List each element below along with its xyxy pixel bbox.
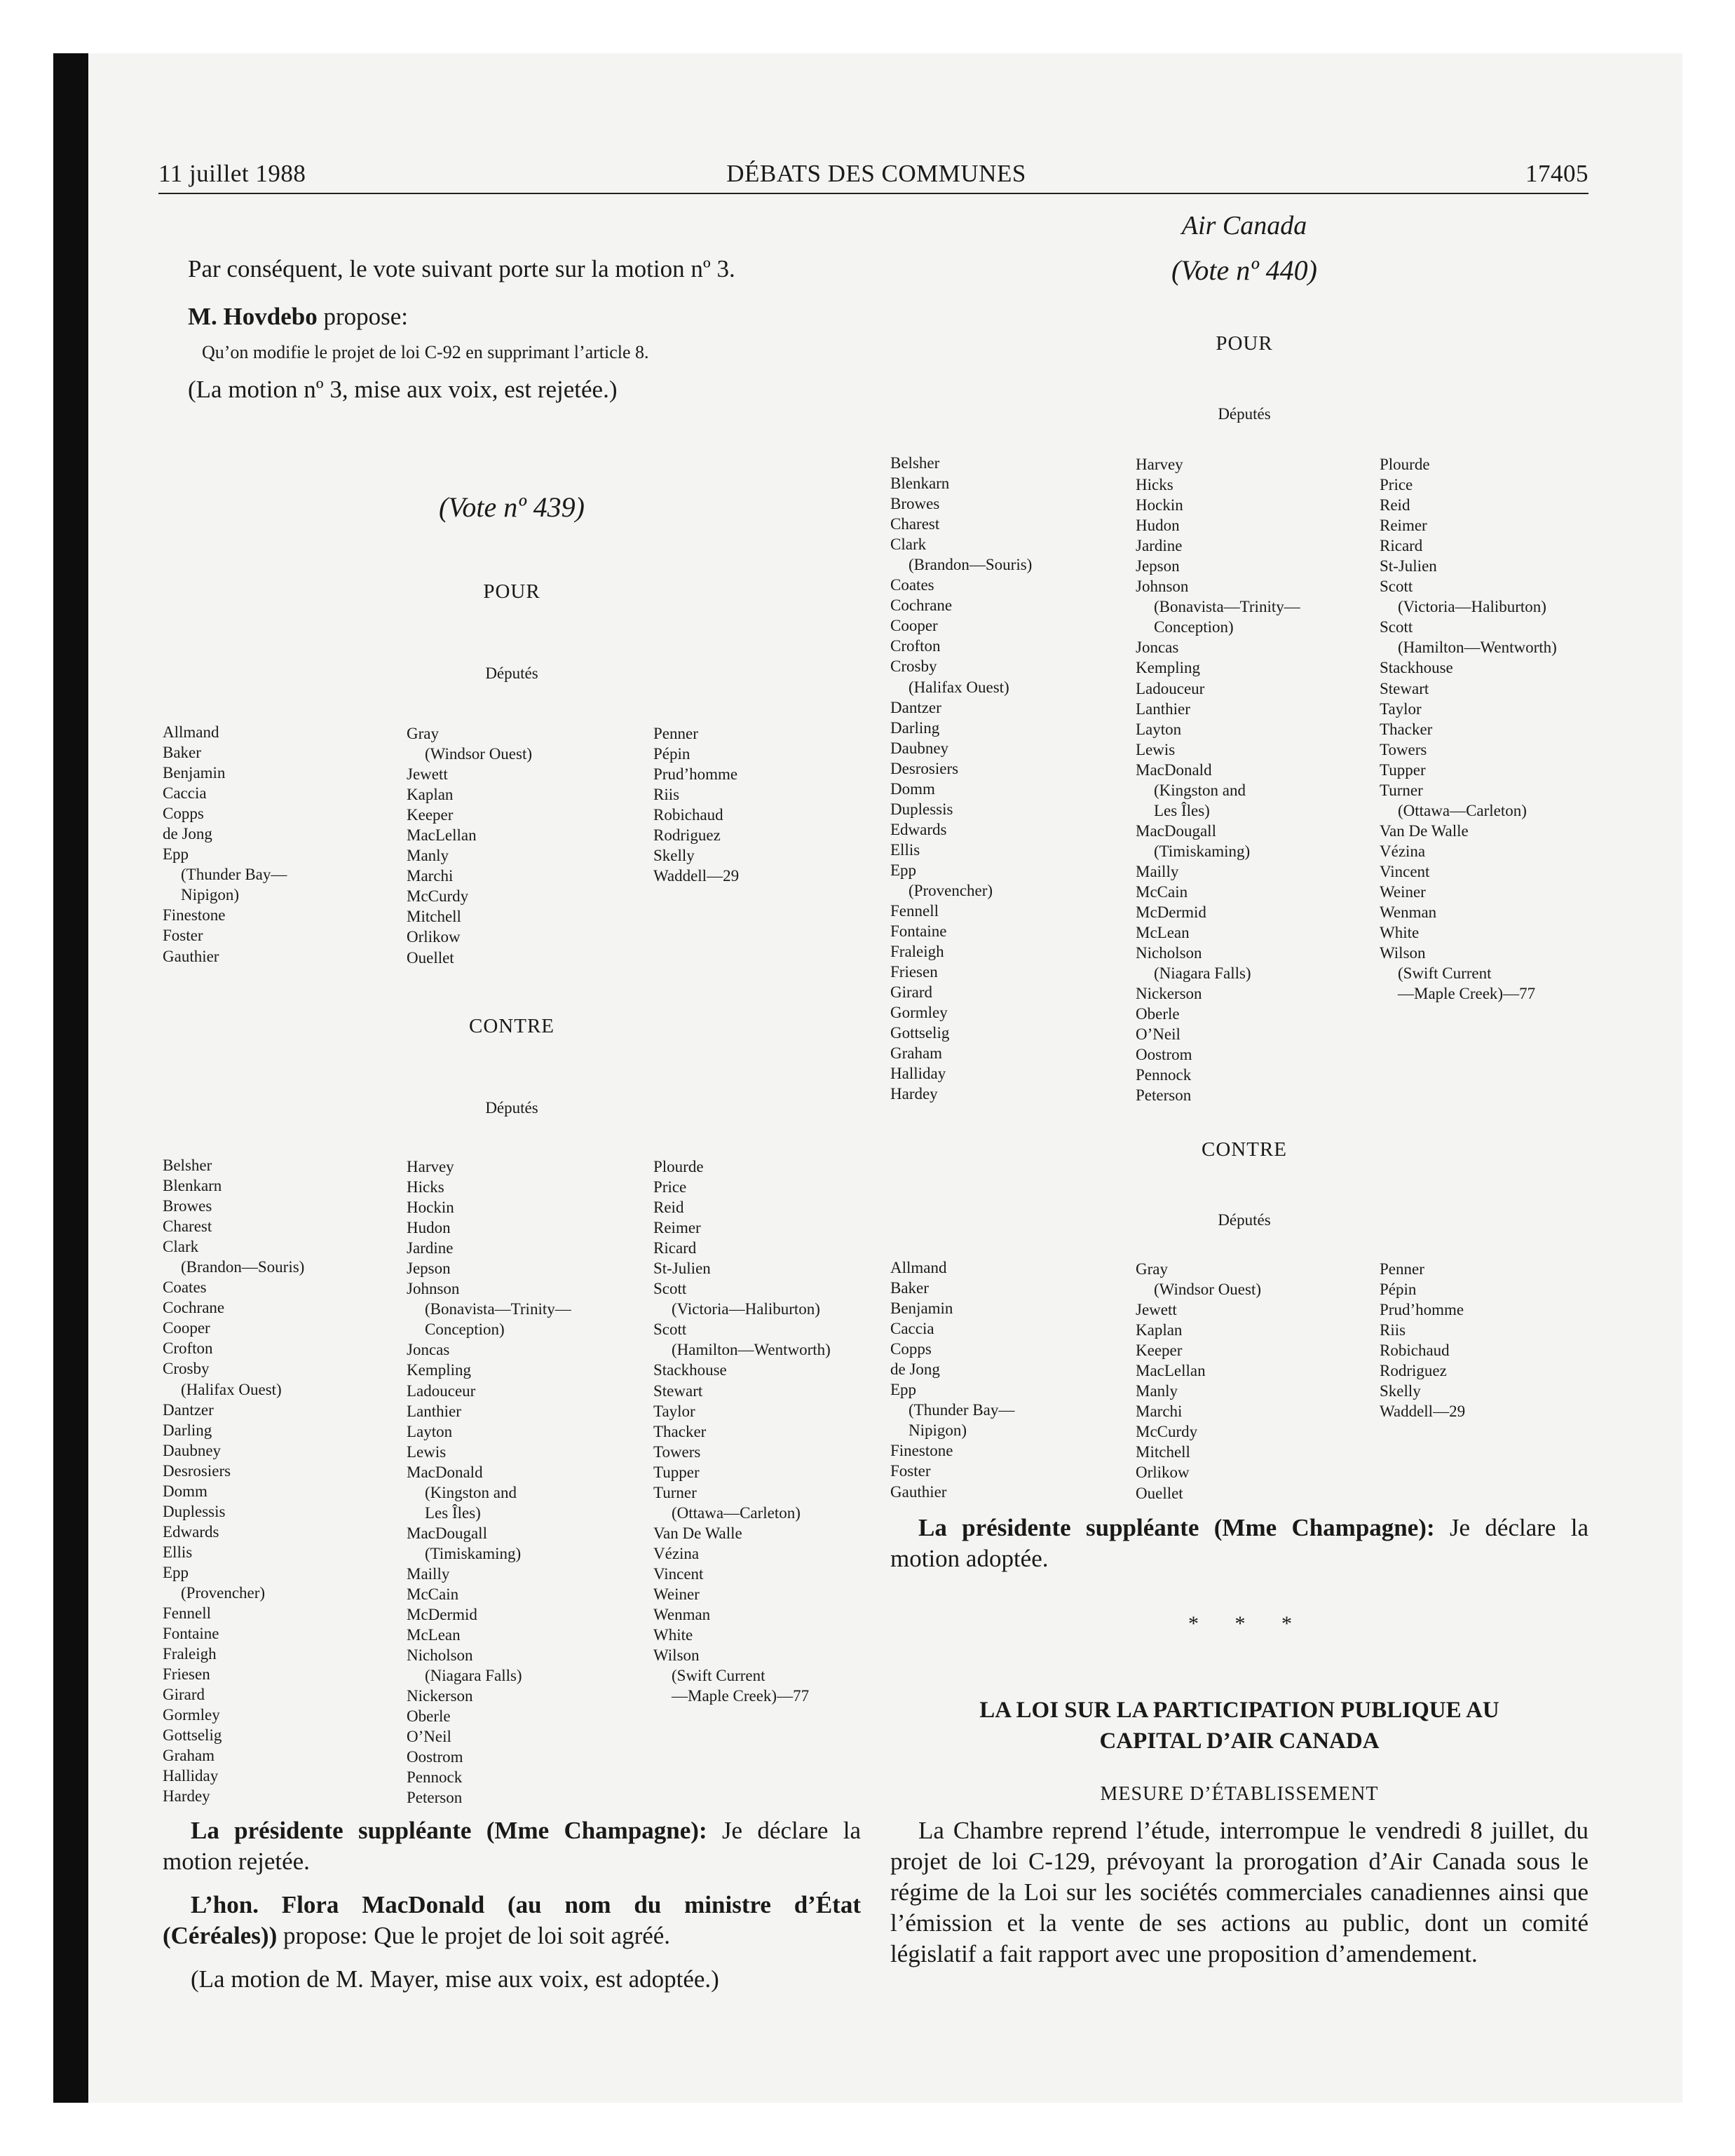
member: Reid bbox=[1380, 496, 1410, 514]
member: Johnson bbox=[407, 1280, 460, 1298]
member-riding: (Provencher) bbox=[181, 1583, 266, 1602]
member: Gray bbox=[1136, 1260, 1168, 1278]
member: Girard bbox=[890, 983, 933, 1002]
member: Price bbox=[1380, 476, 1413, 494]
member: Kempling bbox=[1136, 659, 1200, 677]
member: MacDonald bbox=[1136, 760, 1212, 779]
member: Crosby bbox=[890, 657, 937, 676]
vote-440-contre-col1 bbox=[890, 1257, 1014, 1502]
member: Friesen bbox=[163, 1665, 210, 1684]
member: Ricard bbox=[1380, 537, 1423, 555]
member: Benjamin bbox=[163, 764, 226, 782]
member: de Jong bbox=[890, 1360, 940, 1379]
member: Darling bbox=[890, 718, 940, 737]
member: Finestone bbox=[163, 906, 226, 925]
mesure-label: MESURE D’ÉTABLISSEMENT bbox=[1100, 1783, 1379, 1805]
speaker-statement: Je déclare la motion adoptée. bbox=[890, 1514, 1588, 1572]
member: Layton bbox=[1136, 720, 1182, 738]
member: Fennell bbox=[163, 1604, 211, 1623]
motion-result: (La motion nº 3, mise aux voix, est rejetée.) bbox=[188, 376, 618, 403]
vote-440-pour-col1 bbox=[890, 453, 1032, 1105]
member: Jardine bbox=[1136, 537, 1183, 555]
intro-paragraph: Par conséquent, le vote suivant porte sur la motion nº 3. bbox=[188, 255, 735, 282]
member-riding: Conception) bbox=[425, 1321, 505, 1339]
member: Halliday bbox=[163, 1767, 219, 1785]
member: Vincent bbox=[653, 1564, 704, 1583]
member: Peterson bbox=[407, 1789, 463, 1807]
member: Rodriguez bbox=[1380, 1362, 1447, 1380]
member: Blenkarn bbox=[890, 475, 950, 493]
member: Mailly bbox=[1136, 862, 1179, 880]
speaker-name: La présidente suppléante (Mme Champagne): bbox=[191, 1817, 707, 1844]
member: Peterson bbox=[1136, 1086, 1192, 1105]
member: Lewis bbox=[407, 1442, 447, 1461]
member-riding: (Thunder Bay— bbox=[909, 1401, 1015, 1419]
member: Ladouceur bbox=[1136, 679, 1205, 697]
member: Crofton bbox=[890, 637, 941, 655]
member: Oostrom bbox=[407, 1748, 463, 1766]
member: Gray bbox=[407, 725, 439, 742]
member: MacLellan bbox=[1136, 1362, 1206, 1380]
member: Riis bbox=[653, 786, 680, 804]
vote-440-contre-col3 bbox=[1380, 1259, 1465, 1421]
member: Prud’homme bbox=[1380, 1301, 1464, 1319]
member-riding: (Halifax Ouest) bbox=[181, 1380, 282, 1398]
member: MacLellan bbox=[407, 826, 477, 845]
speaker-statement: Je déclare la motion rejetée. bbox=[163, 1817, 861, 1875]
member: MacDougall bbox=[1136, 821, 1216, 840]
member: Taylor bbox=[653, 1402, 695, 1420]
member: Charest bbox=[163, 1217, 212, 1236]
member: Harvey bbox=[407, 1158, 454, 1175]
member: Scott bbox=[1380, 618, 1413, 636]
member: Marchi bbox=[1136, 1403, 1183, 1421]
member-riding: (Brandon—Souris) bbox=[181, 1258, 305, 1276]
member: Turner bbox=[1380, 781, 1423, 799]
member: Reid bbox=[653, 1199, 684, 1217]
member: Waddell—29 bbox=[1380, 1403, 1466, 1421]
member-riding: (Bonavista—Trinity— bbox=[1154, 598, 1300, 616]
member: McCurdy bbox=[407, 887, 469, 906]
member: Orlikow bbox=[1136, 1464, 1190, 1482]
member-riding: (Victoria—Haliburton) bbox=[672, 1300, 820, 1318]
member: Darling bbox=[163, 1421, 212, 1439]
member-riding: (Bonavista—Trinity— bbox=[425, 1300, 571, 1318]
member: Wenman bbox=[653, 1606, 711, 1624]
member: Cooper bbox=[163, 1319, 210, 1337]
member: Foster bbox=[890, 1462, 931, 1480]
member: Ellis bbox=[890, 840, 920, 859]
member: Layton bbox=[407, 1422, 453, 1440]
member: Skelly bbox=[653, 847, 695, 865]
member: Desrosiers bbox=[163, 1461, 231, 1480]
header-title: DÉBATS DES COMMUNES bbox=[726, 160, 1026, 187]
member: Epp bbox=[163, 1563, 189, 1581]
member: Allmand bbox=[163, 723, 219, 741]
member: Plourde bbox=[1380, 456, 1430, 473]
member: Fennell bbox=[890, 902, 939, 920]
member: Skelly bbox=[1380, 1382, 1421, 1400]
member: Waddell—29 bbox=[653, 867, 740, 885]
member: Wilson bbox=[653, 1646, 700, 1665]
member: Duplessis bbox=[163, 1502, 226, 1520]
member-riding: (Windsor Ouest) bbox=[1154, 1281, 1262, 1299]
member: Hudon bbox=[1136, 517, 1180, 535]
vote-439-contre-col3 bbox=[653, 1157, 831, 1706]
member: Vincent bbox=[1380, 862, 1430, 880]
member: Stackhouse bbox=[653, 1361, 727, 1379]
member: Ladouceur bbox=[407, 1381, 476, 1400]
member: McCain bbox=[407, 1585, 459, 1603]
member: Thacker bbox=[653, 1422, 707, 1440]
vote-439-contre-label: CONTRE bbox=[469, 1015, 554, 1037]
member: Ouellet bbox=[407, 948, 454, 967]
member: Coates bbox=[163, 1278, 207, 1297]
member-riding: —Maple Creek)—77 bbox=[672, 1687, 810, 1705]
member-riding: (Provencher) bbox=[909, 881, 993, 899]
member: Wilson bbox=[1380, 944, 1426, 962]
member-riding: Nipigon) bbox=[181, 886, 240, 904]
member: Stewart bbox=[1380, 679, 1429, 697]
member: Hockin bbox=[1136, 496, 1183, 514]
member: Van De Walle bbox=[1380, 821, 1469, 840]
member: Browes bbox=[890, 495, 940, 513]
member: Finestone bbox=[890, 1442, 953, 1460]
member: Desrosiers bbox=[890, 759, 959, 777]
member: Joncas bbox=[407, 1341, 450, 1359]
proposer-paragraph bbox=[188, 301, 861, 332]
member: Gormley bbox=[163, 1706, 220, 1724]
member-riding: —Maple Creek)—77 bbox=[1398, 985, 1536, 1003]
speaker-ruling-rejected bbox=[163, 1815, 861, 1877]
member: Lanthier bbox=[407, 1402, 461, 1420]
member: Mitchell bbox=[407, 908, 461, 926]
member: Vézina bbox=[653, 1544, 700, 1562]
member: Van De Walle bbox=[653, 1524, 742, 1542]
member-riding: (Timiskaming) bbox=[425, 1544, 522, 1562]
member: Fraleigh bbox=[890, 943, 944, 961]
member: Scott bbox=[653, 1321, 687, 1339]
member: Daubney bbox=[890, 739, 949, 757]
member: Orlikow bbox=[407, 928, 461, 946]
member: Domm bbox=[890, 779, 935, 798]
member: Keeper bbox=[1136, 1342, 1183, 1360]
member: McDermid bbox=[407, 1606, 477, 1624]
bill-paragraph: La Chambre reprend l’étude, interrompue le vendredi 8 juillet, du projet de loi C-129, prévoyant la prorogation d’Air Canada sous le régime de la Loi sur les sociétés commerciales canadiennes ainsi que l’émission et la vente de ses actions au public, dont un comité législatif a fait rapport avec une proposition d’amendement. bbox=[890, 1817, 1588, 1967]
member: Browes bbox=[163, 1197, 212, 1215]
member: Johnson bbox=[1136, 578, 1189, 596]
member: Epp bbox=[163, 845, 189, 864]
member: Riis bbox=[1380, 1321, 1406, 1339]
member: Gottselig bbox=[163, 1726, 222, 1745]
member: Penner bbox=[1380, 1260, 1424, 1278]
member: MacDonald bbox=[407, 1463, 483, 1481]
member: Wenman bbox=[1380, 903, 1437, 922]
member: Prud’homme bbox=[653, 765, 738, 784]
member: Copps bbox=[890, 1340, 932, 1358]
scan-edge bbox=[53, 53, 88, 2103]
member: Jewett bbox=[1136, 1301, 1177, 1319]
member: Belsher bbox=[163, 1157, 212, 1174]
member: Mitchell bbox=[1136, 1443, 1190, 1461]
member-riding: (Windsor Ouest) bbox=[425, 745, 533, 763]
vote-440-contre-label: CONTRE bbox=[1202, 1138, 1287, 1161]
member-riding: Les Îles) bbox=[1154, 801, 1210, 819]
vote-439-deputes-label: Députés bbox=[485, 664, 538, 682]
member: Caccia bbox=[163, 784, 207, 803]
member: Jewett bbox=[407, 765, 448, 784]
member: Nicholson bbox=[1136, 944, 1202, 962]
member: Weiner bbox=[1380, 882, 1426, 901]
vote-439-contre-col2 bbox=[407, 1157, 571, 1808]
member: St-Julien bbox=[653, 1260, 711, 1278]
member: Hudon bbox=[407, 1219, 451, 1237]
member: White bbox=[653, 1626, 693, 1644]
member: Nickerson bbox=[407, 1687, 473, 1705]
member: Benjamin bbox=[890, 1299, 953, 1318]
member: Domm bbox=[163, 1482, 207, 1500]
member-riding: (Thunder Bay— bbox=[181, 866, 287, 884]
member: Rodriguez bbox=[653, 826, 721, 845]
member: Ouellet bbox=[1136, 1484, 1183, 1502]
member: Clark bbox=[890, 535, 927, 554]
member: O’Neil bbox=[1136, 1025, 1181, 1044]
vote-439-pour-col1 bbox=[163, 722, 287, 967]
vote-439-contre-col1 bbox=[163, 1155, 304, 1807]
member: Halliday bbox=[890, 1065, 946, 1083]
member-riding: (Hamilton—Wentworth) bbox=[1398, 639, 1557, 657]
member: Pépin bbox=[653, 745, 690, 763]
member: Keeper bbox=[407, 806, 454, 824]
member: Baker bbox=[890, 1279, 929, 1297]
member: Epp bbox=[890, 861, 917, 879]
member: Manly bbox=[407, 847, 449, 865]
member-riding: (Kingston and bbox=[425, 1483, 517, 1501]
member: Weiner bbox=[653, 1585, 700, 1603]
member: Belsher bbox=[890, 454, 940, 472]
member: Towers bbox=[1380, 740, 1427, 758]
member: Kaplan bbox=[407, 786, 454, 804]
header-rule bbox=[158, 193, 1588, 194]
member: Dantzer bbox=[890, 698, 941, 716]
member: Harvey bbox=[1136, 456, 1183, 473]
vote-440-pour-col2 bbox=[1136, 454, 1300, 1106]
member: Cochrane bbox=[163, 1299, 225, 1317]
member: Hardey bbox=[890, 1085, 938, 1103]
member: Edwards bbox=[890, 820, 947, 838]
member: Turner bbox=[653, 1483, 697, 1501]
member: Fontaine bbox=[890, 922, 947, 941]
member-riding: (Swift Current bbox=[672, 1667, 766, 1685]
member: Plourde bbox=[653, 1158, 704, 1175]
proposer-name: M. Hovdebo bbox=[188, 303, 318, 330]
member-riding: (Kingston and bbox=[1154, 781, 1246, 799]
member: Foster bbox=[163, 927, 203, 945]
member: Scott bbox=[653, 1280, 687, 1298]
member: Joncas bbox=[1136, 639, 1179, 657]
member: Kaplan bbox=[1136, 1321, 1183, 1339]
member: Epp bbox=[890, 1381, 917, 1399]
member: Ellis bbox=[163, 1543, 193, 1561]
member: Gottselig bbox=[890, 1024, 950, 1042]
member: Cochrane bbox=[890, 596, 953, 615]
member: Price bbox=[653, 1178, 687, 1196]
member-riding: (Victoria—Haliburton) bbox=[1398, 598, 1546, 616]
member-riding: Nipigon) bbox=[909, 1421, 967, 1440]
member: Cooper bbox=[890, 617, 938, 635]
member: Robichaud bbox=[653, 806, 723, 824]
member: McLean bbox=[1136, 924, 1190, 942]
section-air-canada: Air Canada bbox=[1181, 211, 1307, 240]
member-riding: (Halifax Ouest) bbox=[909, 678, 1009, 696]
member: McDermid bbox=[1136, 903, 1206, 922]
flora-macdonald-proposal bbox=[163, 1890, 861, 1951]
member-riding: (Niagara Falls) bbox=[1154, 964, 1251, 983]
speaker-name: La présidente suppléante (Mme Champagne): bbox=[918, 1514, 1435, 1541]
member: Reimer bbox=[653, 1219, 701, 1237]
member: de Jong bbox=[163, 825, 212, 843]
member: Manly bbox=[1136, 1382, 1178, 1400]
member: Tupper bbox=[1380, 760, 1426, 779]
member: Crofton bbox=[163, 1339, 213, 1358]
amendment-text: Qu’on modifie le projet de loi C-92 en supprimant l’article 8. bbox=[202, 342, 649, 362]
member-riding: (Brandon—Souris) bbox=[909, 556, 1033, 574]
member: Scott bbox=[1380, 578, 1413, 596]
member-riding: (Niagara Falls) bbox=[425, 1667, 522, 1685]
member: Fontaine bbox=[163, 1625, 219, 1643]
member: Dantzer bbox=[163, 1400, 214, 1419]
member-riding: Conception) bbox=[1154, 618, 1234, 636]
member: White bbox=[1380, 924, 1420, 942]
member: O’Neil bbox=[407, 1728, 451, 1746]
mayer-motion-result: (La motion de M. Mayer, mise aux voix, est adoptée.) bbox=[191, 1965, 719, 1993]
member: Blenkarn bbox=[163, 1177, 222, 1195]
member: St-Julien bbox=[1380, 557, 1437, 575]
bill-title-line-1: LA LOI SUR LA PARTICIPATION PUBLIQUE AU bbox=[979, 1698, 1499, 1723]
member: Copps bbox=[163, 805, 204, 823]
member: Tupper bbox=[653, 1463, 700, 1481]
member: Gauthier bbox=[890, 1482, 947, 1501]
member: Oberle bbox=[407, 1707, 451, 1726]
member: Mailly bbox=[407, 1564, 450, 1583]
minister-name: L’hon. Flora MacDonald (au nom du ministre d’État (Céréales)) bbox=[163, 1891, 861, 1949]
member: Graham bbox=[890, 1044, 943, 1063]
member: Girard bbox=[163, 1686, 205, 1704]
vote-440-deputes-label: Députés bbox=[1218, 405, 1271, 423]
header-date: 11 juillet 1988 bbox=[158, 160, 306, 187]
member: Nickerson bbox=[1136, 985, 1202, 1003]
member-riding: (Swift Current bbox=[1398, 964, 1492, 983]
member-riding: Les Îles) bbox=[425, 1503, 481, 1522]
member: Taylor bbox=[1380, 700, 1422, 718]
bill-title-line-2: CAPITAL D’AIR CANADA bbox=[1099, 1728, 1380, 1754]
member: Jepson bbox=[407, 1260, 451, 1278]
member: Allmand bbox=[890, 1259, 947, 1276]
member: Penner bbox=[653, 725, 698, 742]
member: Oostrom bbox=[1136, 1046, 1192, 1064]
member: Ricard bbox=[653, 1239, 697, 1257]
vote-439-pour-col2 bbox=[407, 723, 532, 968]
member: Marchi bbox=[407, 867, 454, 885]
proposer-verb: propose: bbox=[323, 303, 409, 330]
member: Pennock bbox=[407, 1768, 463, 1787]
member-riding: (Hamilton—Wentworth) bbox=[672, 1341, 831, 1359]
member: Edwards bbox=[163, 1522, 219, 1541]
member: Reimer bbox=[1380, 517, 1427, 535]
member: Oberle bbox=[1136, 1005, 1180, 1023]
member: Baker bbox=[163, 744, 201, 762]
member: Pépin bbox=[1380, 1281, 1417, 1299]
section-divider-stars: * * * bbox=[1188, 1612, 1307, 1635]
vote-439-title: (Vote nº 439) bbox=[439, 491, 585, 523]
member: Hicks bbox=[1136, 476, 1173, 494]
member: Clark bbox=[163, 1238, 199, 1256]
vote-440-pour-label: POUR bbox=[1216, 332, 1273, 355]
vote-440-pour-col3 bbox=[1380, 454, 1557, 1004]
member: McLean bbox=[407, 1626, 461, 1644]
member: McCurdy bbox=[1136, 1423, 1198, 1441]
member: Daubney bbox=[163, 1441, 222, 1459]
vote-440-deputes-label-2: Députés bbox=[1218, 1211, 1271, 1229]
member: Gormley bbox=[890, 1004, 948, 1022]
member: Hicks bbox=[407, 1178, 444, 1196]
header-page-number: 17405 bbox=[1525, 160, 1588, 187]
member: Towers bbox=[653, 1442, 701, 1461]
member: Pennock bbox=[1136, 1066, 1192, 1084]
vote-439-pour-col3 bbox=[653, 723, 739, 886]
member: Stewart bbox=[653, 1381, 703, 1400]
member: Nicholson bbox=[407, 1646, 473, 1665]
bill-title bbox=[890, 1695, 1588, 1756]
member: Charest bbox=[890, 515, 940, 533]
member: Caccia bbox=[890, 1320, 934, 1338]
member: Gauthier bbox=[163, 947, 219, 965]
proposal-text: propose: Que le projet de loi soit agréé. bbox=[283, 1922, 671, 1949]
member: Vézina bbox=[1380, 842, 1426, 860]
member: Kempling bbox=[407, 1361, 471, 1379]
vote-439-deputes-label-2: Députés bbox=[485, 1099, 538, 1117]
vote-439-pour-label: POUR bbox=[483, 580, 540, 603]
member: Thacker bbox=[1380, 720, 1433, 738]
vote-440-title: (Vote nº 440) bbox=[1171, 254, 1317, 286]
member: Hockin bbox=[407, 1199, 454, 1217]
member: Hardey bbox=[163, 1787, 210, 1806]
member: Lanthier bbox=[1136, 700, 1190, 718]
member-riding: (Timiskaming) bbox=[1154, 842, 1251, 860]
member: Fraleigh bbox=[163, 1645, 217, 1663]
member: Crosby bbox=[163, 1360, 210, 1378]
vote-440-contre-col2 bbox=[1136, 1259, 1261, 1503]
member: Graham bbox=[163, 1747, 215, 1765]
member: Jardine bbox=[407, 1239, 454, 1257]
member: Jepson bbox=[1136, 557, 1180, 575]
member-riding: (Ottawa—Carleton) bbox=[1398, 801, 1527, 819]
member: Lewis bbox=[1136, 740, 1176, 758]
member: MacDougall bbox=[407, 1524, 487, 1542]
member: Friesen bbox=[890, 963, 938, 981]
speaker-ruling-adopted bbox=[890, 1513, 1588, 1574]
member-riding: (Ottawa—Carleton) bbox=[672, 1503, 801, 1522]
member: Duplessis bbox=[890, 800, 953, 818]
member: Robichaud bbox=[1380, 1342, 1450, 1360]
member: McCain bbox=[1136, 882, 1188, 901]
member: Stackhouse bbox=[1380, 659, 1453, 677]
member: Coates bbox=[890, 576, 934, 594]
